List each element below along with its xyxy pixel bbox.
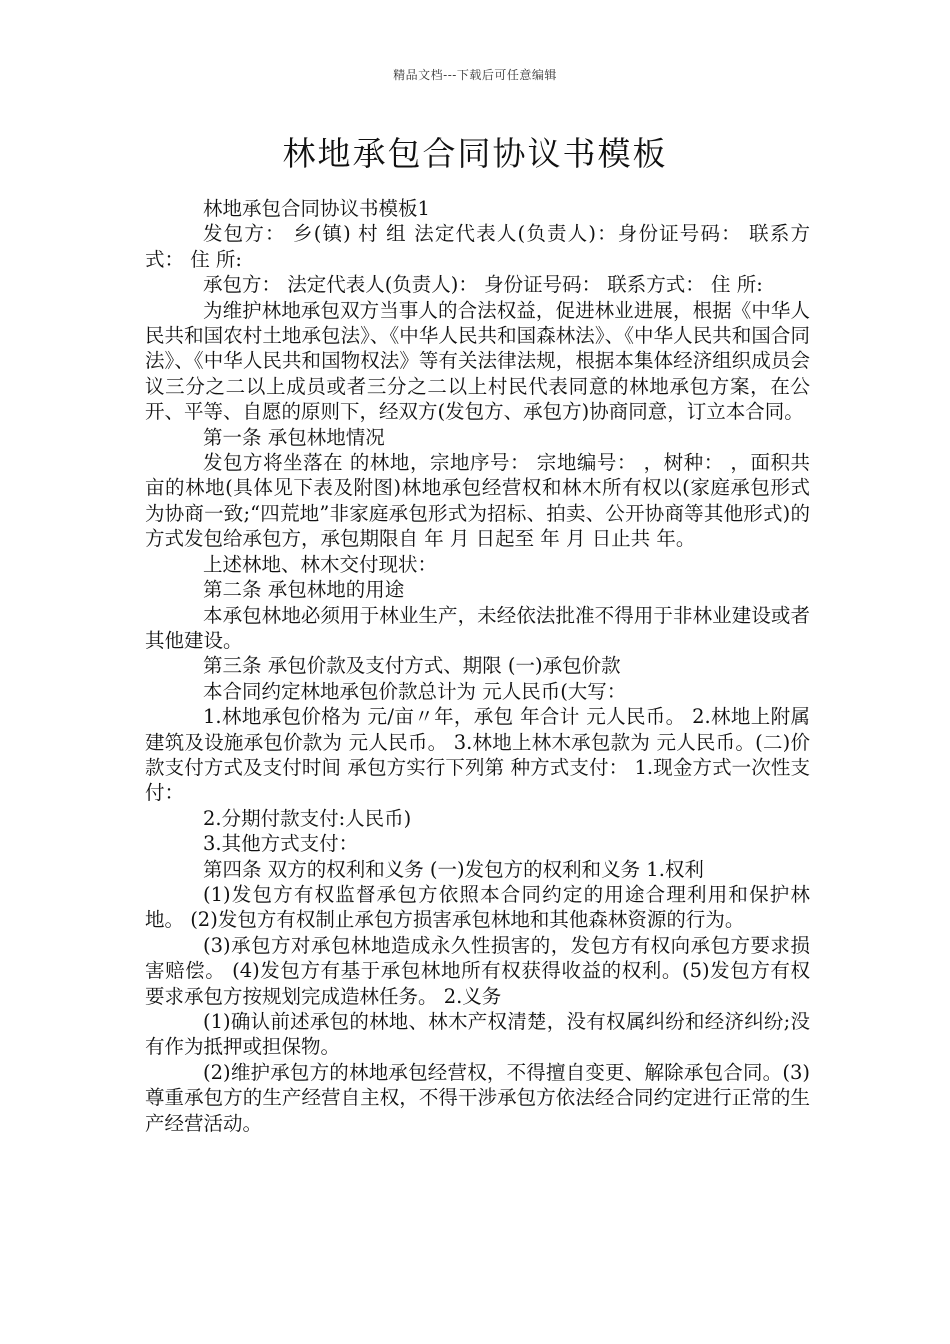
paragraph: 本合同约定林地承包价款总计为 元人民币(大写： (203, 679, 627, 703)
paragraph: 2.分期付款支付:人民币) (203, 806, 412, 830)
section-heading: 第三条 承包价款及支付方式、期限 (一)承包价款 (203, 654, 621, 678)
document-body (145, 196, 810, 1136)
paragraph: (1)确认前述承包的林地、林木产权清楚，没有权属纠纷和经济纠纷;没有作为抵押或担保物。 (145, 1010, 810, 1059)
paragraph: 本承包林地必须用于林业生产，未经依法批准不得用于非林业建设或者其他建设。 (145, 603, 810, 652)
paragraph: 发包方： 乡(镇) 村 组 法定代表人(负责人)：身份证号码： 联系方式： 住 所: (145, 222, 810, 271)
paragraph: 3.其他方式支付： (203, 832, 359, 856)
paragraph: 林地承包合同协议书模板1 (203, 197, 430, 220)
paragraph: (2)维护承包方的林地承包经营权，不得擅自变更、解除承包合同。(3)尊重承包方的生产经营自主权，不得干涉承包方依法经合同约定进行正常的生产经营活动。 (145, 1060, 810, 1135)
section-heading: 第四条 双方的权利和义务 (一)发包方的权利和义务 1.权利 (203, 857, 704, 881)
document-title: 林地承包合同协议书模板 (282, 134, 668, 173)
paragraph: (1)发包方有权监督承包方依照本合同约定的用途合理利用和保护林地。 (2)发包方有权制止承包方损害承包林地和其他森林资源的行为。 (145, 882, 810, 932)
paragraph: 上述林地、林木交付现状： (203, 552, 438, 576)
paragraph: (3)承包方对承包林地造成永久性损害的，发包方有权向承包方要求损害赔偿。 (4)发包方有基于承包林地所有权获得收益的权利。(5)发包方有权要求承包方按规划完成造林任务。 2.义务 (145, 933, 810, 1008)
paragraph: 为维护林地承包双方当事人的合法权益，促进林业进展，根据《中华人民共和国农村土地承包法》、《中华人民共和国森林法》、《中华人民共和国合同法》、《中华人民共和国物权法》等有关法律法规，根据本集体经济组织成员会议三分之二以上成员或者三分之二以上村民代表同意的林地承包方案，在公开、平等、自愿的原则下，经双方(发包方、承包方)协商同意，订立本合同。 (145, 298, 810, 424)
paragraph: 承包方： 法定代表人(负责人)： 身份证号码： 联系方式： 住 所: (203, 273, 763, 297)
section-heading: 第二条 承包林地的用途 (203, 578, 405, 602)
paragraph: 1.林地承包价格为 元/亩〃年，承包 年合计 元人民币。 2.林地上附属建筑及设施承包价款为 元人民币。 3.林地上林木承包款为 元人民币。(二)价款支付方式及支付时间 承包方实行下列第 种方式支付： 1.现金方式一次性支付： (145, 705, 810, 805)
paragraph: 发包方将坐落在 的林地，宗地序号： 宗地编号： ，树种： ，面积共 亩的林地(具体见下表及附图)林地承包经营权和林木所有权以(家庭承包形式为协商一致;“四荒地”非家庭承包形式为招标、拍卖、公开协商等其他形式)的方式发包给承包方，承包期限自 年 月 日起至 年 月 日止共 年。 (145, 451, 810, 551)
section-heading: 第一条 承包林地情况 (203, 425, 385, 449)
header-note: 精品文档---下载后可任意编辑 (393, 68, 557, 82)
